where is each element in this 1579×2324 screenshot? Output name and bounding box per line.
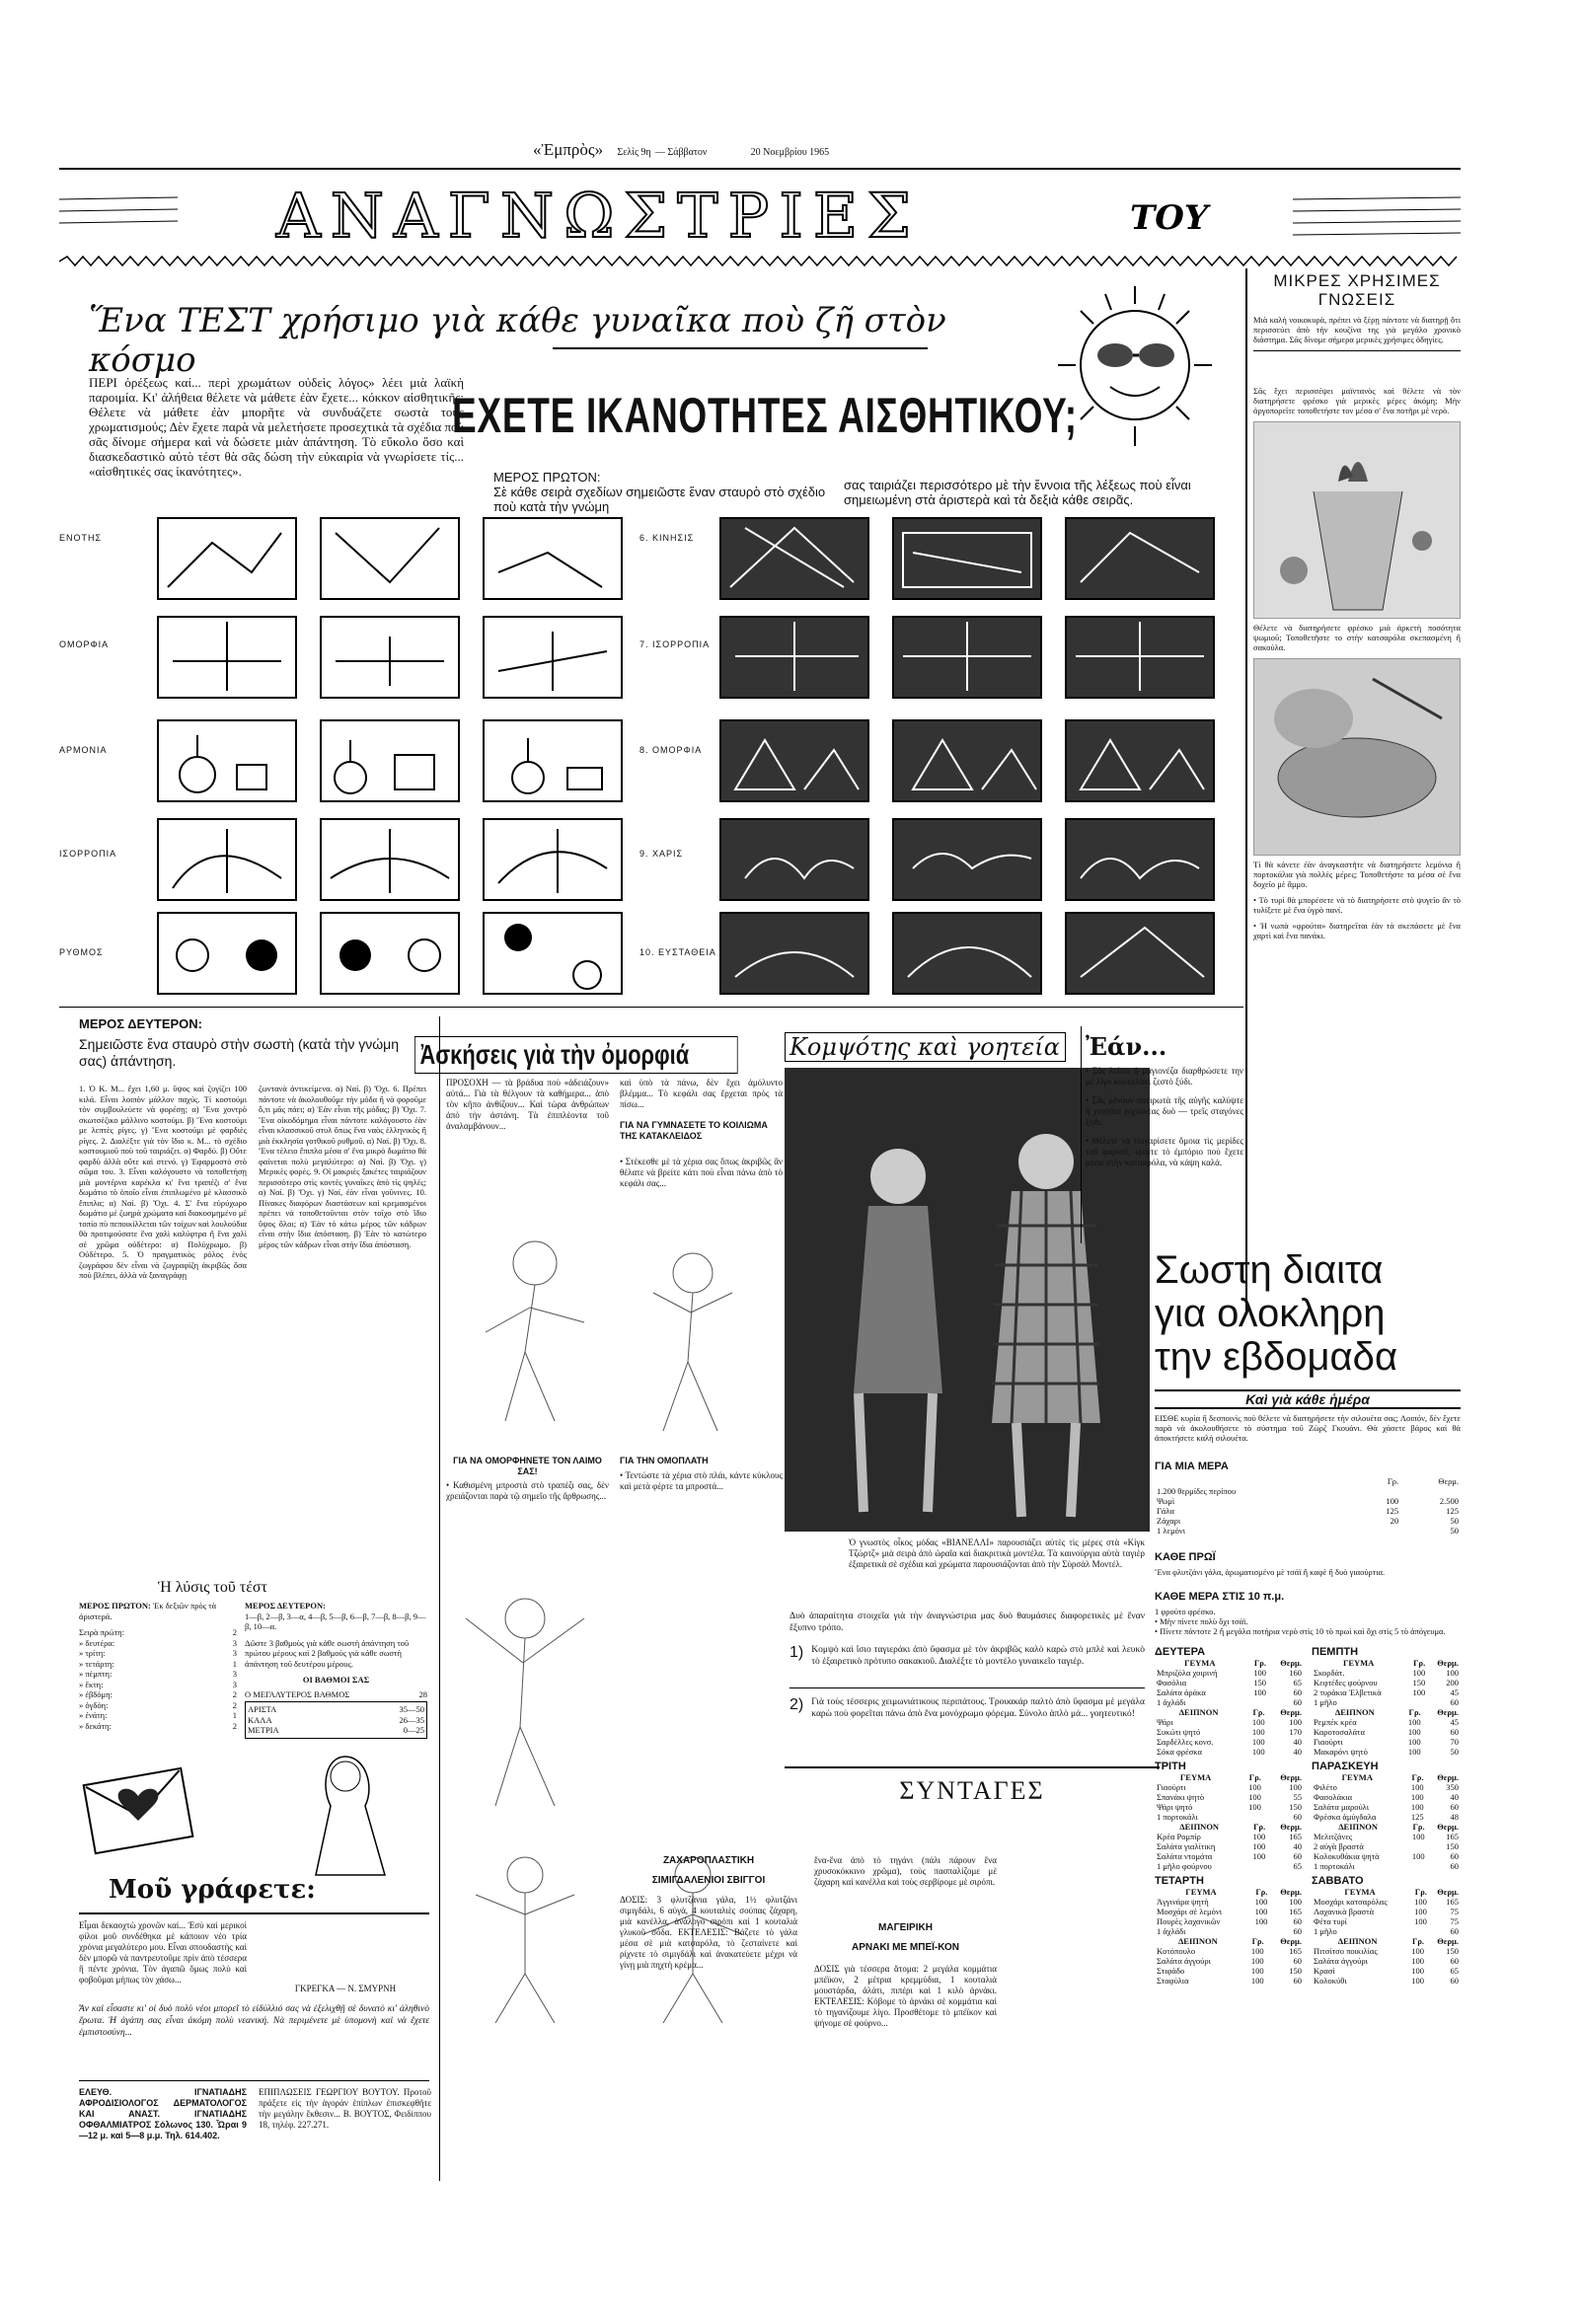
diet-meal-row: Μακαρόνι ψητό 100 50 — [1314, 1747, 1459, 1757]
fashion-item-1-number: 1) — [790, 1644, 804, 1661]
diet-meal-row: Γιαούρτι 100 70 — [1314, 1737, 1459, 1747]
diet-meal-row: Σαλάτα ἀράκα 100 60 — [1157, 1687, 1302, 1697]
letters-rule — [79, 1912, 429, 1914]
diet-meal-row: Στιφάδο 100 150 — [1157, 1966, 1302, 1976]
part1-label: ΜΕΡΟΣ ΠΡΩΤΟΝ: — [493, 470, 601, 485]
fashion-title: Κομψότης καὶ γοητεία — [785, 1032, 1066, 1062]
ean-list — [1086, 1066, 1243, 1176]
diet-meal-row: Μελιτζάνες 100 165 — [1314, 1832, 1459, 1841]
diet-meal-row: 1 μῆλο φούρνου 65 — [1157, 1861, 1302, 1871]
diet-meal-table — [1155, 1707, 1304, 1757]
recipe-2-body: ΔΟΣΙΣ γιὰ τέσσερα ἄτομα: 2 μεγάλα κομμάτια μπέϊκον, 2 μέτρια κρεμμύδια, 1 κουταλιὰ μουστάρδα, ἀλάτι, πιπέρι καὶ 1 κιλὸ ἀρνάκι. ΕΚΤΕΛΕΣΙΣ: Κόβομε τὸ ἀρνάκι σὲ κομμάτια καὶ τὸ τηγανίζουμε λίγο. Προσθέτομε τὸ μπέϊκον καὶ ψήνομε σὲ φούρνο... — [814, 1964, 997, 2028]
diet-meal-row: Ρεμπέκ κρέα 100 45 — [1314, 1717, 1459, 1727]
issue-date: 20 Νοεμβρίου 1965 — [750, 147, 830, 158]
grades-max: Ο ΜΕΓΑΛΥΤΕΡΟΣ ΒΑΘΜΟΣ 28 — [245, 1688, 427, 1699]
diet-meal-row: Μπριζόλα χοιρινή 100 160 — [1157, 1668, 1302, 1678]
diet-meal-row: Συκώτι ψητό 100 170 — [1157, 1727, 1302, 1737]
exercise-sketch-1 — [446, 1214, 782, 1441]
solution-part1-note: Ἐκ δεξιῶν πρὸς τὰ ἀριστερά. — [79, 1601, 217, 1621]
mikres-photo-3 — [1253, 658, 1461, 856]
col-rule-2 — [439, 1016, 440, 2181]
letters-illustration — [79, 1757, 197, 1865]
row-label-3: ΑΡΜΟΝΙΑ — [59, 745, 108, 755]
test-intro — [89, 375, 464, 479]
diet-meal-row: Σαλάτα γιαλίτικη 100 40 — [1157, 1841, 1302, 1851]
solution-row: » ἑβδόμη: 2 — [79, 1689, 237, 1699]
envelope-heart-icon — [79, 1757, 197, 1865]
syntages-title: ΣΥΝΤΑΓΕΣ — [899, 1776, 1045, 1805]
diet-meal-row: Σκορδάτ. 100 100 — [1314, 1668, 1459, 1678]
askiseis-sub3-body: • Τεντώστε τὰ χέρια στὸ πλάι, κάντε κύκλους καὶ μετὰ φέρτε τα μπροστά... — [620, 1470, 783, 1491]
diet-meal-row: Σπανάκι ψητὸ 100 55 — [1157, 1792, 1302, 1802]
diet-meal-row: Πουρὲς λαχανικῶν 100 60 — [1157, 1916, 1302, 1926]
ad-voutos: ΕΠΙΠΛΩΣΕΙΣ ΓΕΩΡΓΙΟΥ ΒΟΥΤΟΥ. Προτοῦ πράξετε εἰς τὴν ἀγορὰν ἐπίπλων ἐπισκεφθῆτε τὴν μεγάλην ἔκθεσιν... Β. ΒΟΥΤΟΣ, Φειδίππου 18, τηλέφ. 227.271. — [259, 2087, 431, 2130]
page-number: Σελὶς 9η — [617, 147, 651, 158]
part1-instructions-b: σας ταιριάζει περισσότερο μὲ τὴν ἔννοια τῆς λέξεως ποὺ εἶναι σημειωμένη στὰ ἀριστερὰ καὶ τὰ δεξιὰ κάθε σειρᾶς. — [844, 478, 1191, 507]
diet-mia-row: Ψωμὶ 100 2.500 — [1157, 1496, 1459, 1506]
recipe-2-sub: ΑΡΝΑΚΙ ΜΕ ΜΠΕΪ-ΚΟΝ — [852, 1942, 959, 1953]
mikres-bullet-2-text: Ἡ νωπὰ «φρούτα» διατηρεῖται ἐὰν τὰ σκεπάσετε μὲ ἕνα χαρτὶ καὶ ἕνα πανάκι. — [1253, 921, 1461, 940]
diet-meal-row: Σαλάτα ἀγγούρι 100 60 — [1157, 1956, 1302, 1966]
diet-title — [1155, 1248, 1461, 1379]
diet-meal-row: Κολοκυθάκια ψητὰ 100 60 — [1314, 1851, 1459, 1861]
mid-rule — [59, 1007, 1243, 1008]
diet-meal-row: Φασόλια 150 65 — [1157, 1678, 1302, 1687]
mikres-caption-3: Τί θὰ κάνετε ἐὰν ἀναγκαστῆτε νὰ διατηρήσετε λεμόνια ἢ πορτοκάλια γιὰ πολλὲς μέρες; Τοποθετήστε τα μέσα σὲ ἕνα δοχεῖο μὲ ἄμμο. — [1253, 860, 1461, 889]
diet-mia-row: 1.200 θερμίδες περίπου — [1157, 1486, 1237, 1496]
diet-meal-row: Φιλέτο 100 350 — [1314, 1782, 1459, 1792]
mikres-caption-1: Σᾶς ἔχει περισσέψει μαϊντανὸς καὶ θέλετε νὰ τὸν διατηρήσετε φρέσκο γιὰ μερικὲς μέρες ἀκόμη; Μὴν ἀργοπορεῖτε τοποθετήστε τον μέσα σ' ἕνα ποτῆρι μὲ νερὸ. — [1253, 386, 1461, 415]
letters-title: Μοῦ γράφετε: — [109, 1875, 316, 1905]
solution-row: » ἐνάτη: 1 — [79, 1710, 237, 1720]
diet-meal-row: ΓΕΥΜΑ Γρ. Θερμ. — [1184, 1658, 1302, 1668]
diet-meal-row: Καροτοσαλάτα 100 60 — [1314, 1727, 1459, 1737]
diet-day-name: ΤΕΤΑΡΤΗ — [1155, 1875, 1204, 1887]
diet-meal-row: Φασολάκια 100 40 — [1314, 1792, 1459, 1802]
mikres-title: ΜΙΚΡΕΣ ΧΡΗΣΙΜΕΣ ΓΝΩΣΕΙΣ — [1273, 271, 1441, 309]
paper-name: «Ἐμπρὸς» — [533, 140, 604, 159]
woman-sketch — [276, 1737, 414, 1885]
questions-col-1: 1. Ὁ Κ. Μ... ἔχει 1,60 μ. ὕψος καὶ ζυγίζει 100 κιλά. Εἶναι λοιπὸν μάλλον παχύς. Τί κοστούμι τὸν συμβουλεύετε νὰ φορέσῃ; α) Ἕνα χοντρὸ σκωτσέζικο μάλλινο κοστούμι. β) Ἕνα κοστούμι με λεπτὲς ρίγες. γ) Ἕνα κοστούμι μὲ φαρδιὲς ρίγες. 2. Διαλέξτε γιὰ τὸν ἴδιο κ. Μ... τὸ σχέδιο κοστουμιοῦ ποὺ τοῦ ταιριάζει. α) Φαρδύ. β) Οὔτε φαρδὺ ἀλλὰ οὔτε καὶ στενό. γ) Ἐφαρμοστὸ στὸ σῶμα του. 3. Εἶναι καλόγουστο νὰ τοποθετήσῃ μιὰ μοντέρνα καρέκλα κι' ἕνα τραπέζι σ' ἕνα δωμάτιο τὸ ὁποῖο εἶναι ἐπιπλωμένο μὲ κλασσικὸ ἔπιπλα; α) Ναί. β) Ὄχι. 4. Σ' ἕνα εὐρύχωρο δωμάτιο μὲ ζωηρὰ χρώματα καὶ διακοσμημένο μὲ τοπίο πὺ πεποικίλλεται τῶν τοίχων καὶ λουλούδια θὰ προτιμούσατε ἕνα χαλὶ καλύφτρα ἢ ἕνα χαλὶ σὲ χρῶμα οὐδέτερο: α) Πολύχρωμο. β) Οὐδέτερο. 5. Ὁ πραγματικὸς ρόλος ἑνὸς ζωγράφου δὲν εἶναι νὰ ζωγραφίζη ἀκριβῶς ὅσα ποὺ βλέπει, ἀλλὰ νὰ ξαναγράφῃ — [79, 1084, 247, 1280]
exercise-illustration-1 — [446, 1214, 782, 1441]
solution-row: » ἕκτη: 3 — [79, 1679, 237, 1689]
masthead-rule — [59, 168, 1461, 170]
diet-day-name: ΤΡΙΤΗ — [1155, 1761, 1186, 1772]
diet-ten-list — [1155, 1607, 1461, 1636]
diet-day-2 — [1312, 1646, 1461, 1757]
diet-meal-row: Σόκα φρέσκα 100 40 — [1157, 1747, 1302, 1757]
sun-illustration — [1056, 276, 1214, 454]
diet-meal-table — [1312, 1822, 1461, 1871]
glass-illustration — [1254, 422, 1460, 618]
mikres-photo-1 — [1253, 350, 1461, 386]
solution-row: » δευτέρα: 3 — [79, 1637, 237, 1648]
ads-rule — [79, 2080, 429, 2081]
diet-ten-head: ΚΑΘΕ ΜΕΡΑ ΣΤΙΣ 10 π.μ. — [1155, 1591, 1285, 1603]
diet-ten-item: • Μὴν πίνετε πολὺ ὄχι τσάϊ. — [1155, 1616, 1248, 1626]
bread-illustration — [1254, 659, 1460, 855]
diet-meal-table — [1312, 1772, 1461, 1822]
ean-item: • Θέλετε νὰ τοιγαρίσετε ὅμοια τὶς μερίδες τοῦ ψαριοῦ, τρίψτε τὸ ἐμπόριο ποὺ ἔχετε μέσα στὴν κατσαρόλα, νὰ κάψη καλά. — [1086, 1136, 1243, 1167]
col-rule-right — [1245, 268, 1247, 1314]
grade-row: ΑΡΙΣΤΑ 35—50 — [248, 1704, 424, 1714]
solution-row: » τετάρτη: 1 — [79, 1658, 237, 1669]
row-label-4: ΙΣΟΡΡΟΠΙΑ — [59, 849, 117, 859]
diet-mia-row: Γάλα 125 125 — [1157, 1506, 1459, 1516]
diet-meal-row: ΔΕΙΠΝΟΝ Γρ. Θερμ. — [1334, 1707, 1459, 1717]
diet-day-6 — [1312, 1875, 1461, 1986]
diet-title-2: για ολοκληρη — [1155, 1292, 1386, 1335]
diet-meal-row: Κολοκύθι 100 60 — [1314, 1976, 1459, 1986]
syntages-rule — [785, 1766, 1160, 1768]
diet-intro: ΕΙΣΘΕ κυρία ἢ δεσποινὶς ποὺ θέλετε νὰ διατηρήσετε τὴν σιλουέτα σας; Λοιπόν, δὲν ἔχετε παρὰ νὰ ἀκολουθήσετε τὸ σύστημα τοῦ Ζὼρζ Γκουάνι. Θὰ χάσετε βάρος καὶ θὰ ἀποκτήσετε καλὴ σιλουέτα. — [1155, 1413, 1461, 1443]
diet-meal-row: Σαλάτα μαρούλι 100 60 — [1314, 1802, 1459, 1812]
diet-meal-row: ΔΕΙΠΝΟΝ Γρ. Θερμ. — [1338, 1822, 1459, 1832]
sun-icon — [1056, 276, 1214, 454]
diet-meal-row: Σταφύλια 100 60 — [1157, 1976, 1302, 1986]
diet-ten-item: • Πίνετε πάντοτε 2 ἢ μεγάλα ποτήρια νερὸ στὶς 10 τὸ πρωὶ καὶ ὅχι στὶς 5 τὸ ἀπόγευμα. — [1155, 1626, 1446, 1636]
diet-meal-table — [1155, 1772, 1304, 1822]
letters-sign: ΓΚΡΕΓΚΑ — Ν. ΣΜΥΡΝΗ — [294, 1984, 397, 1993]
diet-mia-row: Ζάχαρι 20 50 — [1157, 1516, 1459, 1526]
diet-subtitle: Καὶ γιὰ κάθε ἡμέρα — [1155, 1389, 1461, 1409]
test-grid-left-art — [153, 513, 627, 997]
askiseis-sub2-body: • Στέκεσθε μὲ τὰ χέρια σας ὅπως ἀκριβῶς ἂν θέλατε νὰ βρείτε κάτι ποὺ εἶναι πάνω ἀπὸ τὸ κεφάλι σας... — [620, 1157, 783, 1188]
page-banner — [59, 180, 1461, 249]
askiseis-sub1: ΓΙΑ ΝΑ ΟΜΟΡΦΗΝΕΤΕ ΤΟΝ ΛΑΙΜΟ ΣΑΣ! — [453, 1456, 602, 1476]
diet-meal-row: Πιτσίτσο ποικιλίας 100 150 — [1314, 1946, 1459, 1956]
solution-block — [79, 1601, 429, 1739]
grade-row: ΚΑΛΑ 26—35 — [248, 1714, 424, 1725]
diet-meal-row: 2 τυράκια Ἐλβετικὰ 100 45 — [1314, 1687, 1459, 1697]
masthead: «Ἐμπρὸς» Σελὶς 9η — Σάββατον 20 Νοεμβρίου 1965 — [533, 140, 830, 159]
diet-meal-row: 1 ἀχλάδι 60 — [1157, 1697, 1302, 1707]
fashion-intro: Δυὸ ἀπαραίτητα στοιχεῖα γιὰ τὴν ἀναγνώστρια μας δυὸ θαυμάσιες διαφορετικὲς μὲ ἕναν ἔξυπνο τρόπο. — [790, 1612, 1145, 1633]
row-label-1: ΕΝΟΤΗΣ — [59, 533, 103, 543]
mikres-bullet-1-text: Τὸ τυρὶ θὰ μπορέσετε νὰ τὸ διατηρήσετε στὸ ψυγεῖο ἂν τὸ τυλίξετε μὲ ἕνα ὑγρὸ πανί. — [1253, 895, 1461, 915]
askiseis-sub3: ΓΙΑ ΤΗΝ ΟΜΟΠΛΑΤΗ — [620, 1456, 709, 1465]
zigzag-rule — [59, 253, 1461, 264]
ean-item: • Σᾶς λείπει ἡ μαγιονέζα διαρθρώσετε την μὲ λίγο κουταλάκι ζεστὸ ξύδι. — [1086, 1066, 1243, 1087]
mikres-caption-2: Θέλετε νὰ διατηρήσετε φρέσκο μιὰ ἀρκετὴ ποσότητα ψωμιοῦ; Τοποθετῆστε το στὴν κατσαρόλα σκεπασμένη ἢ σακούλα. — [1253, 623, 1461, 652]
diet-title-3: την εβδομαδα — [1155, 1335, 1398, 1379]
diet-meal-row: ΓΕΥΜΑ Γρ. Θερμ. — [1344, 1887, 1459, 1897]
diet-meal-table — [1155, 1658, 1304, 1707]
banner-tou: ΤΟΥ — [1130, 198, 1209, 238]
solution-row: » ὀγδόη: 2 — [79, 1699, 237, 1710]
diet-meal-row: Ψάρι 100 100 — [1157, 1717, 1302, 1727]
solution-row: » τρίτη: 3 — [79, 1648, 237, 1658]
mikres-body: Μιὰ καλὴ νοικοκυρὰ, πρέπει νὰ ξέρῃ πάντοτε νὰ διατηρῇ ὅτι περισσεύει ἀπὸ τὴν κουζίνα της γιὰ μεγάλο χρονικὸ διάστημα. Σᾶς δίνομε σήμερα μερικὲς χρήσιμες ὁδηγίες. — [1253, 315, 1461, 344]
diet-meal-row: Κρασί 100 65 — [1314, 1966, 1459, 1976]
solution-row: Σειρὰ πρώτη: 2 — [79, 1627, 237, 1637]
diet-meal-row: ΔΕΙΠΝΟΝ Γρ. Θερμ. — [1179, 1822, 1302, 1832]
exercise-illustration-2 — [446, 1579, 609, 1816]
fashion-item-1-text: Κομψὸ καὶ ἴσιο ταγιεράκι ἀπὸ ὕφασμα μὲ τὸν ἀκριβῶς καλὸ καρὼ στὸ μπλὲ καὶ λευκὸ τὸ ἐξαιρετικὸ πρότυπο σακακιοῦ. Διαλέξτε τὸ μοντέλο γυναικεῖο ταγιέρ. — [811, 1645, 1145, 1667]
diet-meal-row: 1 ἀχλάδι 60 — [1157, 1926, 1302, 1936]
solution-part2-answers: 1—β, 2—β, 3—α, 4—β, 5—β, 6—β, 7—β, 8—β, 9—β, 10—α. — [245, 1611, 426, 1631]
diet-meal-row: Σαλάτα ἀγγούρι 100 60 — [1314, 1956, 1459, 1966]
diet-day-name: ΣΑΒΒΑΤΟ — [1312, 1875, 1364, 1887]
diet-meal-row: 1 μῆλο 60 — [1314, 1926, 1459, 1936]
test-headline: ΕΧΕΤΕ ΙΚΑΝΟΤΗΤΕΣ ΑΙΣΘΗΤΙΚΟΥ; — [452, 388, 1078, 443]
ad-ignatiadis: ΕΛΕΥΘ. ΙΓΝΑΤΙΑΔΗΣ ΑΦΡΟΔΙΣΙΟΛΟΓΟΣ ΔΕΡΜΑΤΟΛΟΓΟΣ ΚΑΙ ΑΝΑΣΤ. ΙΓΝΑΤΙΑΔΗΣ ΟΦΘΑΛΜΙΑΤΡΟΣ Σόλωνος 130. Ὧραι 9—12 μ. καὶ 5—8 μ.μ. Τηλ. 614.402. — [79, 2087, 247, 2140]
diet-meal-row: 1 πορτοκάλι 60 — [1157, 1812, 1302, 1822]
fashion-item-2-text: Γιὰ τοὺς τέσσερις χειμωνιάτικους περιπάτους. Τρουακάρ παλτὸ ἀπὸ ὕφασμα μὲ μεγάλα καρὼ ποὺ φορεῖται πάνω ἀπὸ ἕνα μονόχρωμο φόρεμα. Σύνολο ἁπλὸ μά... γοητευτικό! — [811, 1697, 1145, 1719]
diet-meal-row: Φέτα τυρί 100 75 — [1314, 1916, 1459, 1926]
ean-item: • Σᾶς μένουν σπειρωτὰ τῆς αὐγῆς καλύψτε ἢ χτυπᾶτε ρίχνοντας δυὸ — τρεῖς σταγόνες ξύδι. — [1086, 1095, 1243, 1127]
letters-reply: Ἄν καὶ εἶσαστε κι' οἱ δυὸ πολὺ νέοι μπορεῖ τὸ εἰδύλλιό σας νὰ ἐξελιχθῇ σὲ δυνατὸ κι' ἀληθινὸ ἔρωτα. Ἡ ἀγάπη σας εἶναι ἀκόμη πολὺ νεανική. Νὰ περιμένετε μὲ ὑπομονὴ καὶ νὰ ἔχετε ἐμπιστοσύνη... — [79, 2004, 429, 2038]
row-label-10: 10. ΕΥΣΤΑΘΕΙΑ — [639, 947, 716, 957]
diet-day-4 — [1312, 1761, 1461, 1871]
diet-meal-row: Φρέσκα ἀμύγδαλα 125 48 — [1314, 1812, 1459, 1822]
recipe-2-title: ΜΑΓΕΙΡΙΚΗ — [878, 1922, 933, 1933]
recipe-1-body: ΔΟΣΙΣ: 3 φλυτζάνια γάλα, 1½ φλυτζάνι σιμιγδάλι, 6 αὐγὰ, 4 κουταλιὲς σούπας ζάχαρη, μιὰ κανέλλα, ἀνάλογο σιρόπι καὶ 1 κουταλιὰ γλυκοῦ σόδα. ΕΚΤΕΛΕΣΙΣ: Βάζετε τὸ γάλα μέσα σὲ μιὰ κατσαρόλα, τὸ ζεσταίνετε καὶ ρίχνετε τὸ σιμιγδάλι καὶ ἀνακατεύετε μέχρι νὰ γίνῃ μιὰ πηχτὴ κρέμα... — [620, 1895, 797, 1970]
recipe-1-title: ΖΑΧΑΡΟΠΛΑΣΤΙΚΗ — [662, 1855, 755, 1866]
mikres-box — [1253, 271, 1461, 940]
solution-part2-head: ΜΕΡΟΣ ΔΕΥΤΕΡΟΝ: — [245, 1601, 326, 1611]
woman-illustration — [276, 1737, 414, 1885]
recipe-3-body: ἕνα-ἕνα ἀπὸ τὸ τηγάνι (πάλι πάρουν ἕνα χρυσοκόκκινο χρῶμα), τοὺς πασπαλίζομε μὲ ζάχαρη καὶ κανέλλα καὶ τοὺς σερβίρομε μὲ σιρόπι. — [814, 1855, 997, 1887]
letters-body: Εἶμαι δεκαοχτὼ χρονῶν καί... Ἐσὺ καὶ μερικοὶ φίλοι μοῦ συνδέθηκα μὲ κάποιον νέο τρία χρόνια μεγαλύτερο μου. Εἶναι σπουδαστὴς καὶ δὲν μπορῶ νὰ παντρευτοῦμε πρὶν ἀπὸ τέσσερα ἢ πέντε χρόνια. Τὸν ἀγαπῶ ὅμως πολὺ καὶ φοβοῦμαι μήπως τὸν χάσω... — [79, 1920, 247, 1985]
diet-meal-row: ΔΕΙΠΝΟΝ Γρ. Θερμ. — [1337, 1936, 1459, 1946]
diet-proi-text: Ἕνα φλυτζάνι γάλα, ἀρωματισμένο μὲ τσάϊ ἢ καφὲ ἢ δυὸ γιαούρτια. — [1155, 1567, 1386, 1577]
ean-title: Ἐάν... — [1086, 1032, 1167, 1061]
diet-day-3 — [1155, 1761, 1304, 1871]
diet-day-5 — [1155, 1875, 1304, 1986]
mikres-bullet-2: • Ἡ νωπὰ «φρούτα» διατηρεῖται ἐὰν τὰ σκεπάσετε μὲ ἕνα χαρτὶ καὶ ἕνα πανάκι. — [1253, 921, 1461, 940]
solution-row: » πέμπτη: 3 — [79, 1669, 237, 1679]
grades-box — [245, 1701, 427, 1739]
diet-meal-table — [1312, 1887, 1461, 1936]
mikres-bullet-1: • Τὸ τυρὶ θὰ μπορέσετε νὰ τὸ διατηρήσετε στὸ ψυγεῖο ἂν τὸ τυλίξετε μὲ ἕνα ὑγρὸ πανί. — [1253, 895, 1461, 915]
title-underline — [553, 347, 928, 349]
diet-meal-table — [1312, 1936, 1461, 1986]
diet-day-1 — [1155, 1646, 1304, 1757]
diet-meal-table — [1312, 1658, 1461, 1707]
diet-meal-row: Μοσχάρι σὲ λεμόνι 100 165 — [1157, 1907, 1302, 1916]
askiseis-sub2: ΓΙΑ ΝΑ ΓΥΜΝΑΣΕΤΕ ΤΟ ΚΟΙΛΙΩΜΑ ΤΗΣ ΚΑΤΑΚΛΕΙΔΟΣ — [620, 1120, 768, 1141]
diet-meal-table — [1155, 1887, 1304, 1936]
solution-row: » δεκάτη: 2 — [79, 1720, 237, 1731]
diet-meal-row: Σαρδέλλες κονσ. 100 40 — [1157, 1737, 1302, 1747]
col-rule-4 — [1081, 1026, 1082, 1243]
fashion-item-2-number: 2) — [790, 1696, 804, 1713]
test-title: Ἕνα ΤΕΣΤ χρήσιμο γιὰ κάθε γυναῖκα ποὺ ζῆ στὸν κόσμο — [89, 301, 946, 380]
test-intro-text: ΠΕΡΙ ὀρέξεως καί... περὶ χρωμάτων οὐδεὶς λόγος» λέει μιὰ λαϊκὴ παροιμία. Κι' ἀλήθεια θέλετε νὰ μάθετε ἐὰν ἔχετε... κόκκον αἰσθητικῆς; Θέλετε νὰ μάθετε ἐὰν μπορῆτε νὰ συνδυάζετε σωστὰ τοὺς χρωματισμούς; Δὲν ἔχετε παρὰ νὰ μελετήσετε προσεχτικὰ τὰ σχέδια ποὺ σᾶς δίνομε σήμερα καὶ νὰ δώσετε μιὰν ἀπάντηση. Τὸ εὔκολο ὅσο καὶ διασκεδαστικὸ αὐτὸ τέστ θὰ σᾶς δώση τὴν εὐκαιρία νὰ γνωρίσετε τίς... «αἰσθητικές σας ἱκανότητες». — [89, 375, 464, 479]
diet-meal-row: ΓΕΥΜΑ Γρ. Θερμ. — [1179, 1772, 1302, 1782]
diet-meal-row: 1 πορτοκάλι 60 — [1314, 1861, 1459, 1871]
fashion-caption: Ὁ γνωστὸς οἶκος μόδας «ΒΙΑΝΕΛΛΙ» παρουσιάζει αὐτὲς τὶς μέρες στὰ «Κίγκ Τζώρτζ» μιὰ σειρὰ ἀπὸ ὡραῖα καὶ διακριτικὰ μοντέλα. Τὰ καινούργια αὐτὰ ταγιὲρ ἐξαιρετικὰ σὲ σχέδια καὶ χρώματα παρουσιάζονται ἀπὸ τὴν Σὐρσάλ Μοντέλ. — [849, 1537, 1145, 1569]
exercise-sketch-2 — [446, 1579, 609, 1816]
diet-meal-row: Λαχανικὰ βραστὰ 100 75 — [1314, 1907, 1459, 1916]
solution-part2-note: Δῶστε 3 βαθμοὺς γιὰ κάθε σωστὴ ἀπάντηση τοῦ πρώτου μέρους καὶ 2 βαθμοὺς γιὰ κάθε σωστὴ ἀπάντηση τοῦ δευτέρου μέρους. — [245, 1637, 410, 1669]
row-label-9: 9. ΧΑΡΙΣ — [639, 849, 684, 859]
diet-mia-row: 1 λεμόνι 50 — [1157, 1526, 1459, 1536]
recipe-1-sub: ΣΙΜΙΓΔΑΛΕΝΙΟΙ ΣΒΙΓΓΟΙ — [651, 1875, 766, 1886]
diet-day-name: ΠΑΡΑΣΚΕΥΗ — [1312, 1761, 1379, 1772]
test-grid-left — [153, 513, 627, 997]
diet-meal-table — [1155, 1822, 1304, 1871]
diet-meal-table — [1312, 1707, 1461, 1757]
askiseis-col2: καὶ ὑπὸ τὰ πάνω, δὲν ἔχει ἀμόλυντο βλέμμα... Τὸ κεφάλι σας ἔρχεται πρὸς τὰ πίσω... — [620, 1078, 783, 1109]
diet-day-name: ΔΕΥΤΕΡΑ — [1155, 1646, 1206, 1658]
diet-mia-table: Γρ. Θερμ. 1.200 θερμίδες περίπου Ψωμὶ 100 2.500 Γάλα 125 125 Ζάχαρι 20 50 1 λεμόνι 50 — [1157, 1476, 1459, 1536]
diet-meal-row: ΓΕΥΜΑ Γρ. Θερμ. — [1341, 1772, 1459, 1782]
grade-row: ΜΕΤΡΙΑ 0—25 — [248, 1725, 424, 1735]
askiseis-sub1-body: • Καθισμένη μπροστὰ στὸ τραπέζι σας, δὲν χρειάζονται παρὰ τῷ σημεῖο τῆς ἄρθρωσης... — [446, 1480, 609, 1501]
diet-meal-row: ΓΕΥΜΑ Γρ. Θερμ. — [1185, 1887, 1302, 1897]
part1-instructions — [493, 470, 829, 514]
diet-meal-row: Ψάρι ψητό 100 150 — [1157, 1802, 1302, 1812]
diet-meal-row: ΔΕΙΠΝΟΝ Γρ. Θερμ. — [1177, 1936, 1302, 1946]
test-grid-right — [715, 513, 1229, 997]
row-label-7: 7. ΙΣΟΡΡΟΠΙΑ — [639, 639, 711, 649]
solution-part1-head: ΜΕΡΟΣ ΠΡΩΤΟΝ: — [79, 1601, 151, 1611]
row-label-2: ΟΜΟΡΦΙΑ — [59, 639, 110, 649]
diet-meal-row: Μοσχάρι κατσαρόλας 100 165 — [1314, 1897, 1459, 1907]
questions-col-2: ζωντανὰ ἀντικείμενα. α) Ναί. β) Ὄχι. 6. Πρέπει πάντοτε νὰ ἀκολουθοῦμε τὴν μόδα ἢ νὰ φοροῦμε ὅ,τι μᾶς πάει; α) Ἐὰν εἶναι τῆς μόδας; β) Ὄχι. 7. Ἕνα οἰκοδόμημα εἶναι πάντοτε καλόγουστο ἐὰν εἶναι κλασσικοῦ στυλ ὅπως ἕνα ναὸς ἑλληνικὸς ἢ μιὰ ἐκκλησία γοτθικοῦ ρυθμοῦ. α) Ναί. β) Ὄχι. 8. Ἕνα τέλειο ἔπιπλο μέσα σ' ἕνα μικρὸ δωμάτιο θὰ φαίνεται πολὺ μεγαλύτερο: α) Ναί. β) Ὄχι. γ) Μερικὲς φορές. 9. Οἱ μακριὲς ξακέτες ταιριάζουν περισσότερο στὶς κοντὲς γυναῖκες ἀπὸ τὶς ψηλές; α) Ναί. β) Ὄχι. γ) Ναί, ἐὰν εἶναι γοῦνινες. 10. Πίνακες διαφόρων διαστάσεων καὶ κρεμασμένοι πρέπει νὰ τοποθετοῦνται στὸν τοῖχο στὸ ἴδιο ὕψος ὅλοι; α) Ἐὰν τὸ κάτω μέρος τῶν κάδρων εἶναι στὴν ἴδια ἀπόσταση. β) Ἐὰν τὸ κατώτερο μέρος τῶν κάδρων εἶναι στὴν ἴδια ἀπόσταση. — [259, 1084, 426, 1249]
diet-proi-head: ΚΑΘΕ ΠΡΩΪ — [1155, 1551, 1216, 1563]
diet-meal-row: Κρέα Ρομπίρ 100 165 — [1157, 1832, 1302, 1841]
diet-day-name: ΠΕΜΠΤΗ — [1312, 1646, 1359, 1658]
diet-meal-row: Κοτόπουλο 100 165 — [1157, 1946, 1302, 1956]
askiseis-body: ΠΡΟΣΟΧΗ — τὰ βράδυα ποὺ «ἀδειάζουν» αὐτά... Γιὰ τὰ θέλγουν τὰ καθήμερα... ἀπὸ τὸν κῆπο ἀνθίζουν... Καὶ τώρα ἀνθρώπων ἀπὸ τὴν ἀστάνη. Τὰ ἐπιπλέοντα τοῦ ἀναλαμβάνουν... — [446, 1078, 609, 1131]
diet-meal-table — [1155, 1936, 1304, 1986]
askiseis-title: Ἀσκήσεις γιὰ τὴν ὀμορφιά — [414, 1036, 738, 1074]
diet-days — [1155, 1646, 1461, 1986]
diet-meal-row: 2 αὐγὰ βραστὰ 150 — [1314, 1841, 1459, 1851]
diet-meal-row: Κεφτέδες φούρνου 150 200 — [1314, 1678, 1459, 1687]
solution-title: Ἡ λύσις τοῦ τέστ — [158, 1579, 267, 1596]
row-label-6: 6. ΚΙΝΗΣΙΣ — [639, 533, 695, 543]
diet-mia-mera: ΓΙΑ ΜΙΑ ΜΕΡΑ — [1155, 1461, 1229, 1472]
diet-meal-row: Ἀγγινάρα ψητὴ 100 100 — [1157, 1897, 1302, 1907]
part2-label: ΜΕΡΟΣ ΔΕΥΤΕΡΟΝ: — [79, 1016, 203, 1031]
diet-meal-row: Γιαούρτι 100 100 — [1157, 1782, 1302, 1792]
part1-text-a: Σὲ κάθε σειρὰ σχεδίων σημειῶστε ἕναν σταυρὸ στὸ σχέδιο ποὺ κατὰ τὴν γνώμη — [493, 485, 826, 514]
test-grid-right-art — [715, 513, 1229, 997]
day: Σάββατον — [667, 147, 708, 158]
diet-ten-item: 1 φρούτο φρέσκο. — [1155, 1607, 1216, 1616]
diet-title-1: Σωστη διαιτα — [1155, 1248, 1384, 1292]
banner-title: ΑΝΑΓΝΩΣΤΡΙΕΣ — [276, 180, 921, 249]
part2-text: Σημειῶστε ἕνα σταυρὸ στὴν σωστὴ (κατὰ τὴν γνώμη σας) ἀπάντηση. — [79, 1036, 400, 1069]
banner-art — [59, 180, 1461, 249]
solution-rows — [79, 1627, 237, 1731]
diet-meal-row: ΔΕΙΠΝΟΝ Γρ. Θερμ. — [1178, 1707, 1302, 1717]
mikres-photo-2 — [1253, 421, 1461, 619]
fashion-item-1 — [790, 1644, 1145, 1734]
row-label-5: ΡΥΘΜΟΣ — [59, 947, 104, 957]
row-label-8: 8. ΟΜΟΡΦΙΑ — [639, 745, 703, 755]
diet-meal-row: ΓΕΥΜΑ Γρ. Θερμ. — [1342, 1658, 1459, 1668]
diet-meal-row: Σαλάτα ντομάτα 100 60 — [1157, 1851, 1302, 1861]
grades-head: ΟΙ ΒΑΘΜΟΙ ΣΑΣ — [302, 1675, 370, 1685]
diet-meal-row: 1 μῆλο 60 — [1314, 1697, 1459, 1707]
